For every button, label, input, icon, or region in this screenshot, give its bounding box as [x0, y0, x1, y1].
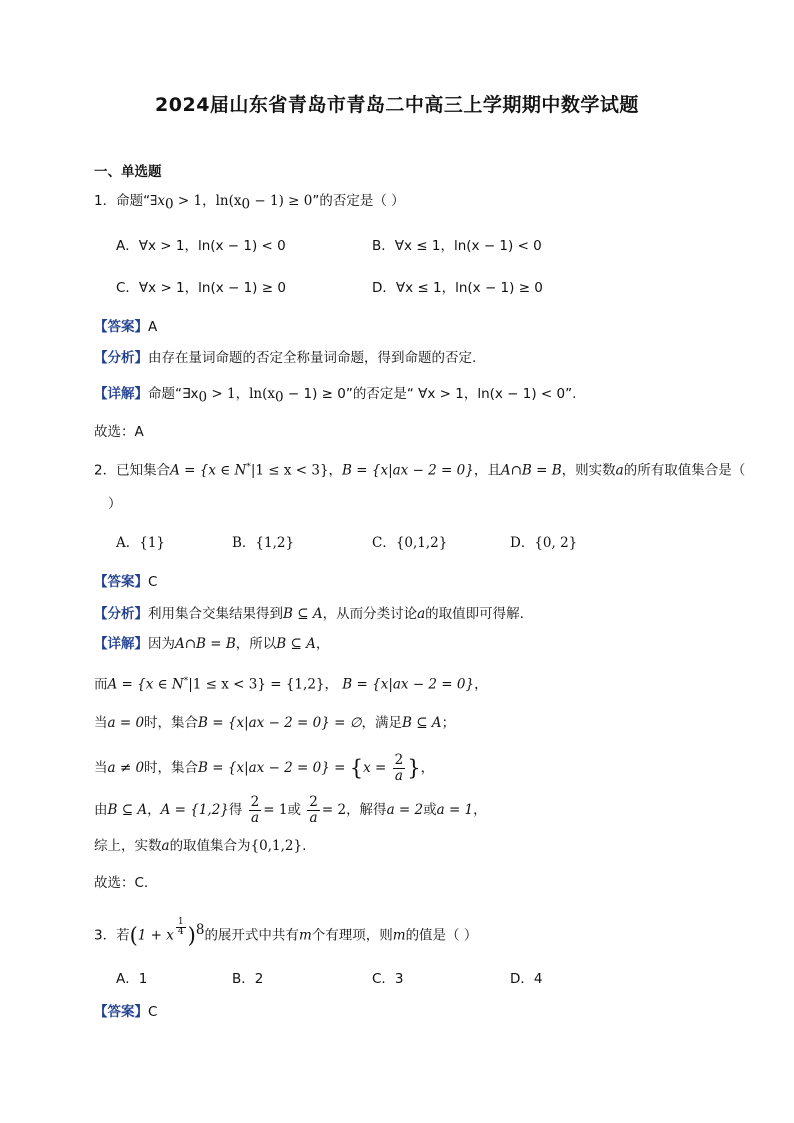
exponent-fraction: 1 4: [177, 917, 184, 937]
q1-option-a: A．∀x > 1，ln(x − 1) < 0: [116, 238, 286, 254]
q2-detail-line-5: 综上，实数a的取值集合为{0,1,2}.: [94, 838, 307, 854]
q1-analysis: 【分析】由存在量词命题的否定全称量词命题，得到命题的否定.: [94, 350, 477, 366]
fraction-2-over-a: $\frac{2}{a}$: [309, 793, 318, 826]
section-heading: 一、单选题: [94, 164, 162, 180]
q1-option-c: C．∀x > 1，ln(x − 1) ≥ 0: [116, 280, 286, 296]
q2-stem-close: ）: [108, 496, 122, 512]
q1-option-b: B．∀x ≤ 1，ln(x − 1) < 0: [372, 238, 542, 254]
q2-detail-line-2: 当a = 0时，集合B = {x|ax − 2 = 0} = ∅，满足B ⊆ A；: [94, 715, 456, 731]
q2-option-c: C．{0,1,2}: [372, 535, 448, 551]
q1-conclusion: 故选：A: [94, 424, 144, 440]
q2-detail-line-4: 由B ⊆ A，A = {1,2}得 $\frac{2}{a}$ = 1或 $\frac{2}{a}$ = 2，解得a = 2或a = 1，: [94, 793, 487, 826]
q2-option-b: B．{1,2}: [232, 535, 295, 551]
q2-stem: 2．已知集合A = {x ∈ N*|1 ≤ x < 3}，B = {x|ax − 2 = 0}，且A∩B = B，则实数a的所有取值集合是（: [94, 462, 746, 479]
q2-detail: 【详解】因为A∩B = B，所以B ⊆ A，: [94, 636, 330, 652]
q2-option-d: D．{0, 2}: [510, 535, 578, 551]
q3-stem: 3．若(1 + x $^{\frac{1}{4}}$ )$^8$的展开式中共有m个有理项，则m的值是（ ）: [94, 917, 478, 948]
q1-option-d: D．∀x ≤ 1，ln(x − 1) ≥ 0: [372, 280, 543, 296]
q1-answer: 【答案】A: [94, 319, 158, 335]
q2-detail-line-1: 而A = {x ∈ N*|1 ≤ x < 3} = {1,2}， B = {x|ax − 2 = 0}，: [94, 676, 488, 693]
q1-stem: 1．命题“$\exists x_0 > 1$，$\ln(x_0 - 1) \ge 0$”的否定是（ ）: [94, 193, 405, 213]
q3-option-b: B．2: [232, 971, 264, 987]
q2-answer: 【答案】C: [94, 574, 158, 590]
fraction-2-over-a: $\frac{2}{a}$: [250, 793, 260, 826]
q3-option-d: D．4: [510, 971, 543, 987]
q3-answer: 【答案】C: [94, 1004, 158, 1020]
q1-detail: 【详解】命题“$\exists x_0 > 1$，$\ln(x_0 - 1) \ge 0$”的否定是“ ∀x > 1，ln(x − 1) < 0”.: [94, 386, 577, 406]
q3-option-c: C．3: [372, 971, 404, 987]
fraction-2-over-a: $\frac{2}{a}$: [394, 751, 404, 784]
q2-conclusion: 故选：C.: [94, 875, 149, 891]
page-title: 2024届山东省青岛市青岛二中高三上学期期中数学试题: [155, 94, 639, 116]
q2-analysis: 【分析】利用集合交集结果得到B ⊆ A，从而分类讨论a的取值即可得解.: [94, 606, 524, 622]
q2-option-a: A．{1}: [116, 535, 166, 551]
q2-detail-line-3: 当a ≠ 0时，集合B = {x|ax − 2 = 0} = {x = $\frac{2}{a}$ }，: [94, 751, 435, 784]
q3-option-a: A．1: [116, 971, 148, 987]
